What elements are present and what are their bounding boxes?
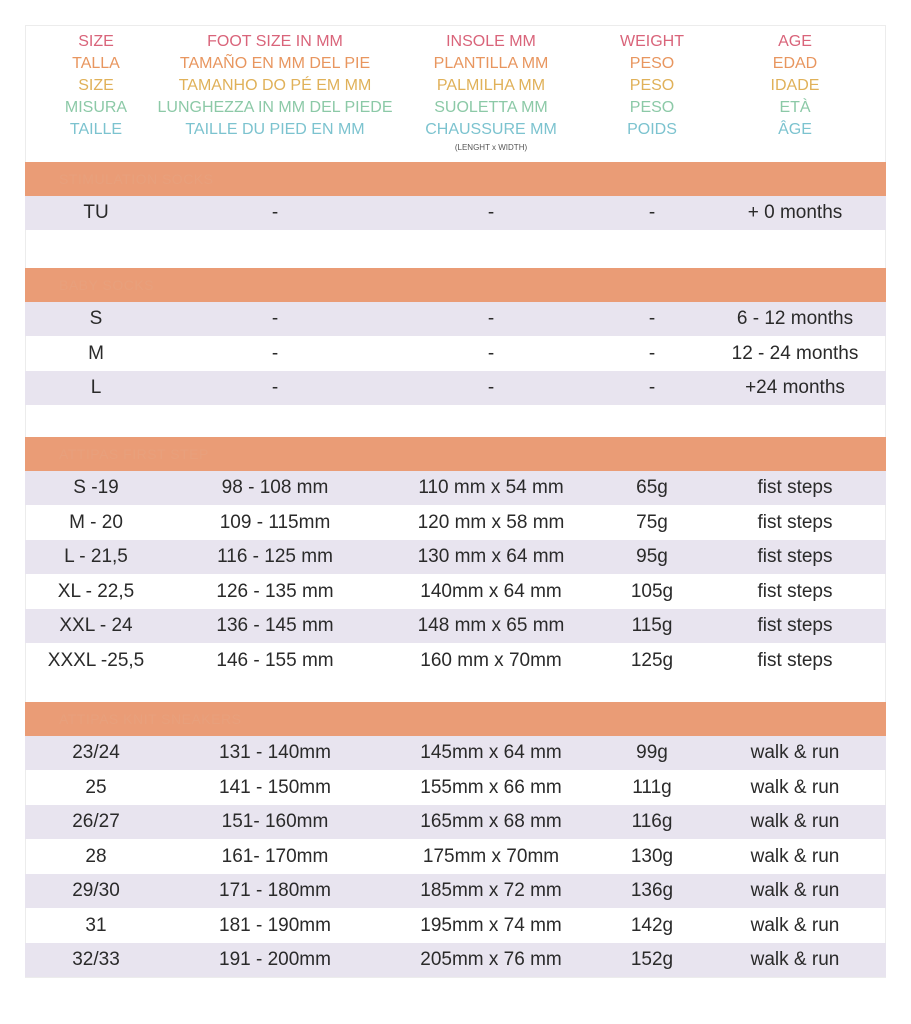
insole-cell: 165mm x 68 mm xyxy=(420,811,562,832)
age-cell: 6 - 12 months xyxy=(736,308,854,329)
table-row xyxy=(25,840,886,874)
foot-size-cell: 181 - 190mm xyxy=(219,914,331,936)
size-cell: 32/33 xyxy=(72,949,120,970)
insole-cell: 205mm x 76 mm xyxy=(420,949,562,970)
header-foot-size-line: TAMAÑO EN MM DEL PIE xyxy=(179,55,371,72)
header-weight-line: POIDS xyxy=(627,121,677,138)
size-cell: L - 21,5 xyxy=(64,546,128,567)
weight-cell: 136g xyxy=(630,880,674,901)
section-title: ATTIPAS FIRST STEP xyxy=(59,446,209,462)
table-row xyxy=(25,644,886,678)
table-row xyxy=(25,371,886,405)
header-weight-line: PESO xyxy=(629,55,675,72)
table-row xyxy=(25,575,886,609)
size-cell: XXXL -25,5 xyxy=(47,649,145,671)
insole-cell: 110 mm x 54 mm xyxy=(418,477,564,498)
weight-cell: 152g xyxy=(630,949,674,970)
header-insole-line: PALMILHA MM xyxy=(436,77,546,94)
table-row xyxy=(25,805,886,839)
table-row xyxy=(25,337,886,371)
age-cell: fist steps xyxy=(757,546,833,567)
foot-size-cell: - xyxy=(271,377,279,398)
header-insole-line: CHAUSSURE MM xyxy=(425,121,557,138)
age-cell: walk & run xyxy=(750,880,840,901)
age-cell: +24 months xyxy=(745,377,845,398)
insole-cell: 145mm x 64 mm xyxy=(420,742,562,763)
size-cell: TU xyxy=(83,202,109,223)
header-foot-size-line: TAMANHO DO PÉ EM MM xyxy=(178,77,372,94)
table-row xyxy=(25,196,886,230)
foot-size-cell: 191 - 200mm xyxy=(219,949,331,970)
size-cell: 23/24 xyxy=(72,742,120,763)
weight-cell: 75g xyxy=(636,511,668,533)
insole-cell: - xyxy=(487,202,495,223)
table-row xyxy=(25,506,886,540)
header-age-line: AGE xyxy=(778,33,812,50)
header-note: (LENGHT x WIDTH) xyxy=(454,143,528,152)
age-cell: walk & run xyxy=(750,811,840,832)
insole-cell: 130 mm x 64 mm xyxy=(417,546,565,567)
age-cell: walk & run xyxy=(750,742,840,763)
section-header xyxy=(25,702,886,736)
size-cell: M - 20 xyxy=(69,511,123,533)
foot-size-cell: - xyxy=(271,202,279,223)
foot-size-cell: 131 - 140mm xyxy=(219,742,331,763)
size-cell: 28 xyxy=(85,845,107,867)
header-weight-line: WEIGHT xyxy=(620,33,684,50)
insole-cell: 155mm x 66 mm xyxy=(420,776,562,798)
weight-cell: 105g xyxy=(630,580,674,602)
header-foot-size-line: LUNGHEZZA IN MM DEL PIEDE xyxy=(157,99,393,116)
weight-cell: 99g xyxy=(636,742,668,763)
header-age xyxy=(665,31,911,141)
age-cell: fist steps xyxy=(757,649,833,671)
table-row xyxy=(25,771,886,805)
header-age-line: EDAD xyxy=(772,55,818,72)
size-cell: S xyxy=(89,308,103,329)
size-cell: S -19 xyxy=(73,477,119,498)
section-title: ATTIPAS KNIT SNEAKERS xyxy=(59,711,242,727)
age-cell: 12 - 24 months xyxy=(731,342,859,364)
weight-cell: - xyxy=(648,342,656,364)
insole-cell: 195mm x 74 mm xyxy=(420,914,562,936)
age-cell: fist steps xyxy=(757,615,833,636)
weight-cell: 65g xyxy=(636,477,668,498)
section-header xyxy=(25,268,886,302)
foot-size-cell: 151- 160mm xyxy=(221,811,329,832)
age-cell: walk & run xyxy=(750,949,840,970)
header-age-line: ETÀ xyxy=(779,99,811,116)
table-row xyxy=(25,909,886,943)
age-cell: + 0 months xyxy=(747,202,843,223)
insole-cell: - xyxy=(487,377,495,398)
foot-size-cell: 161- 170mm xyxy=(221,845,329,867)
insole-cell: 148 mm x 65 mm xyxy=(417,615,565,636)
foot-size-cell: 126 - 135 mm xyxy=(216,580,334,602)
header-age-line: IDADE xyxy=(770,77,820,94)
weight-cell: 111g xyxy=(632,776,672,798)
insole-cell: 160 mm x 70mm xyxy=(420,649,562,671)
table-row xyxy=(25,874,886,908)
header-foot-size-line: TAILLE DU PIED EN MM xyxy=(185,121,365,138)
insole-cell: 120 mm x 58 mm xyxy=(417,511,565,533)
foot-size-cell: 109 - 115mm xyxy=(219,511,331,533)
foot-size-cell: 98 - 108 mm xyxy=(221,477,329,498)
size-cell: 31 xyxy=(85,914,107,936)
insole-cell: - xyxy=(487,342,495,364)
foot-size-cell: - xyxy=(271,342,279,364)
size-cell: M xyxy=(88,342,104,364)
header-insole-line: INSOLE MM xyxy=(446,33,536,50)
weight-cell: - xyxy=(648,202,656,223)
weight-cell: 130g xyxy=(630,845,674,867)
foot-size-cell: 146 - 155 mm xyxy=(216,649,334,671)
foot-size-cell: 171 - 180mm xyxy=(219,880,331,901)
weight-cell: 115g xyxy=(631,615,673,636)
foot-size-cell: 116 - 125 mm xyxy=(217,546,333,567)
table-row xyxy=(25,302,886,336)
table-row xyxy=(25,471,886,505)
size-cell: 25 xyxy=(85,776,107,798)
insole-cell: - xyxy=(487,308,495,329)
size-cell: XL - 22,5 xyxy=(57,580,135,602)
section-header xyxy=(25,437,886,471)
section-title: BABY SOCKS xyxy=(59,277,155,293)
weight-cell: 116g xyxy=(631,811,673,832)
weight-cell: 142g xyxy=(630,914,674,936)
foot-size-cell: 136 - 145 mm xyxy=(216,615,334,636)
header-weight-line: PESO xyxy=(629,77,675,94)
table-row xyxy=(25,943,886,977)
weight-cell: - xyxy=(648,308,656,329)
header-size-line: MISURA xyxy=(64,99,128,116)
header-size-line: SIZE xyxy=(78,77,114,94)
foot-size-cell: - xyxy=(271,308,279,329)
weight-cell: - xyxy=(648,377,656,398)
header-age-line: ÂGE xyxy=(778,121,812,138)
header-insole-line: PLANTILLA MM xyxy=(433,55,549,72)
header-size-line: TALLA xyxy=(72,55,120,72)
age-cell: walk & run xyxy=(750,914,840,936)
age-cell: walk & run xyxy=(750,845,840,867)
age-cell: fist steps xyxy=(757,580,833,602)
size-cell: L xyxy=(90,377,102,398)
header-insole-line: SUOLETTA MM xyxy=(434,99,548,116)
size-cell: 29/30 xyxy=(72,880,120,901)
age-cell: walk & run xyxy=(750,776,840,798)
insole-cell: 140mm x 64 mm xyxy=(420,580,562,602)
age-cell: fist steps xyxy=(757,511,833,533)
table-row xyxy=(25,609,886,643)
header-weight-line: PESO xyxy=(629,99,675,116)
size-cell: 26/27 xyxy=(72,811,120,832)
weight-cell: 95g xyxy=(636,546,668,567)
foot-size-cell: 141 - 150mm xyxy=(219,776,331,798)
weight-cell: 125g xyxy=(630,649,674,671)
section-title: STIMULATION SOCKS xyxy=(59,171,214,187)
header-size-line: SIZE xyxy=(78,33,114,50)
table-row xyxy=(25,736,886,770)
size-cell: XXL - 24 xyxy=(59,615,133,636)
header-foot-size-line: FOOT SIZE IN MM xyxy=(207,33,343,50)
table-row xyxy=(25,540,886,574)
insole-cell: 175mm x 70mm xyxy=(422,845,560,867)
age-cell: fist steps xyxy=(757,477,833,498)
header-size-line: TAILLE xyxy=(69,121,123,138)
section-header xyxy=(25,162,886,196)
insole-cell: 185mm x 72 mm xyxy=(420,880,562,901)
